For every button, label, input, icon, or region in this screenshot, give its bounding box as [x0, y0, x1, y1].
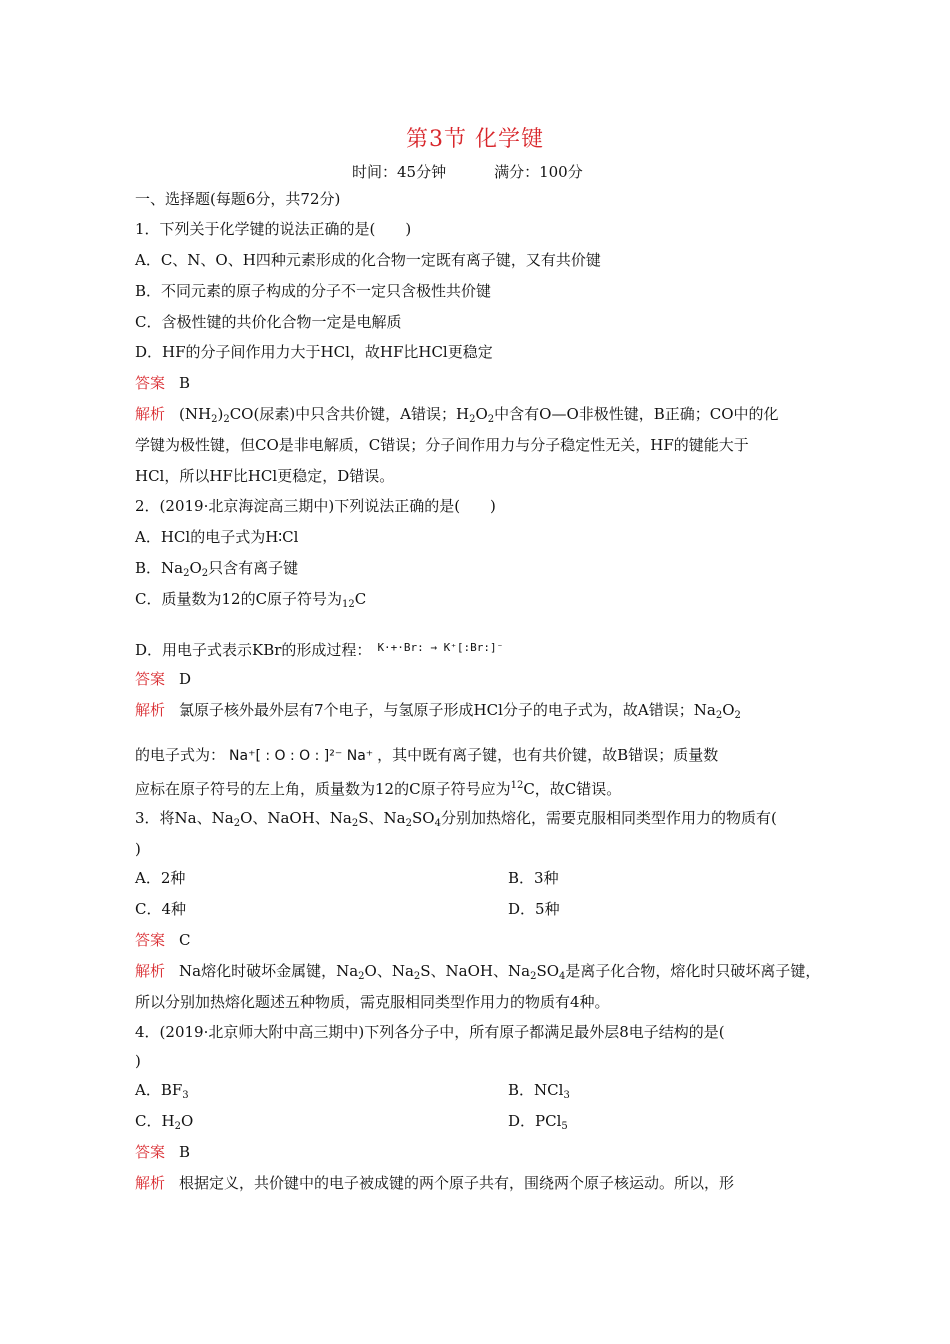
q2-option-d: D．用电子式表示KBr的形成过程： $^{K\cdot+\cdot Br: \to K^+[:Br:]^-}$	[135, 641, 504, 659]
analysis-label: 解析	[135, 405, 166, 423]
na2o2-electron-formula: Na⁺[ : O : O : ]²⁻ Na⁺	[229, 748, 374, 764]
q3-option-d: D．5种	[508, 900, 560, 918]
answer-label: 答案	[135, 374, 166, 392]
q4-stem: 4．(2019·北京师大附中高三期中)下列各分子中，所有原子都满足最外层8电子结构的是(	[135, 1023, 725, 1041]
q1-analysis-line2: 学键为极性键，但CO是非电解质，C错误；分子间作用力与分子稳定性无关，HF的键能大于	[135, 436, 749, 454]
kbr-formation-diagram: K·+·Br: → K⁺[:Br:]⁻	[377, 641, 504, 654]
q1-option-a: A．C、N、O、H四种元素形成的化合物一定既有离子键，又有共价键	[135, 251, 601, 269]
q2-analysis-line2: 的电子式为： Na⁺[ : O : O : ]²⁻ Na⁺ ，其中既有离子键，也有共价键，故B错误；质量数	[135, 746, 719, 764]
q2-option-a: A．HCl的电子式为H∶Cl	[135, 528, 299, 546]
q1-analysis-line3: HCl，所以HF比HCl更稳定，D错误。	[135, 467, 395, 485]
q2-option-c: C．质量数为12的C原子符号为$_{12}$C	[135, 590, 367, 610]
exam-meta	[352, 161, 631, 182]
full-score: 满分：100分	[494, 163, 583, 181]
q1-option-b: B．不同元素的原子构成的分子不一定只含极性共价键	[135, 282, 492, 300]
q2-analysis-line1: 解析 氯原子核外最外层有7个电子，与氢原子形成HCl分子的电子式为，故A错误；$Na_2O_2$	[135, 701, 741, 721]
q1-analysis-line1: 解析 $(NH_2)_2CO$(尿素)中只含共价键，A错误；$H_2O_2$中含有O—O非极性键，B正确；CO中的化	[135, 405, 779, 425]
answer-label: 答案	[135, 670, 166, 688]
q4-option-b: B．NCl$_3$	[508, 1081, 570, 1101]
q4-option-c: C．$H_2O$	[135, 1112, 194, 1132]
q3-stem: 3．将Na、$Na_2O$、NaOH、$Na_2S$、$Na_2SO_4$分别加热熔化，需要克服相同类型作用力的物质有(	[135, 809, 777, 829]
q3-option-a: A．2种	[135, 869, 186, 887]
q2-analysis-line3: 应标在原子符号的左上角，质量数为12的C原子符号应为$^{12}$C，故C错误。	[135, 780, 622, 798]
q3-answer	[135, 930, 191, 950]
section-heading: 一、选择题(每题6分，共72分)	[135, 190, 341, 208]
q1-option-c: C．含极性键的共价化合物一定是电解质	[135, 313, 402, 331]
q2-answer	[135, 669, 191, 689]
answer-label: 答案	[135, 1143, 166, 1161]
analysis-label: 解析	[135, 701, 166, 719]
q4-answer	[135, 1142, 190, 1162]
answer-value: C	[179, 931, 191, 949]
q4-analysis-line1: 解析 根据定义，共价键中的电子被成键的两个原子共有，围绕两个原子核运动。所以，形	[135, 1174, 735, 1192]
page-title: 第3节 化学键	[406, 127, 544, 152]
q4-option-a: A．$BF_3$	[135, 1081, 189, 1101]
analysis-label: 解析	[135, 962, 166, 980]
q3-analysis-line1: 解析 Na熔化时破坏金属键，$Na_2O$、$Na_2S$、NaOH、$Na_2SO_4$是离子化合物，熔化时只破坏离子键，	[135, 962, 821, 982]
answer-value: B	[179, 374, 191, 392]
q3-option-b: B．3种	[508, 869, 559, 887]
q3-option-c: C．4种	[135, 900, 187, 918]
q3-stem-line2: )	[135, 840, 141, 858]
answer-value: B	[179, 1143, 191, 1161]
answer-label: 答案	[135, 931, 166, 949]
q2-stem: 2．(2019·北京海淀高三期中)下列说法正确的是( )	[135, 497, 496, 515]
analysis-label: 解析	[135, 1174, 166, 1192]
q2-option-b: B．$Na_2O_2$只含有离子键	[135, 559, 299, 579]
q1-answer	[135, 373, 190, 393]
q1-stem: 1．下列关于化学键的说法正确的是( )	[135, 220, 412, 238]
q3-analysis-line2: 所以分别加热熔化题述五种物质，需克服相同类型作用力的物质有4种。	[135, 993, 610, 1011]
q4-option-d: D．PCl$_5$	[508, 1112, 568, 1132]
time-limit: 时间：45分钟	[352, 163, 447, 181]
answer-value: D	[179, 670, 192, 688]
q4-stem-line2: )	[135, 1052, 141, 1070]
q1-option-d: D．HF的分子间作用力大于HCl，故HF比HCl更稳定	[135, 343, 493, 361]
